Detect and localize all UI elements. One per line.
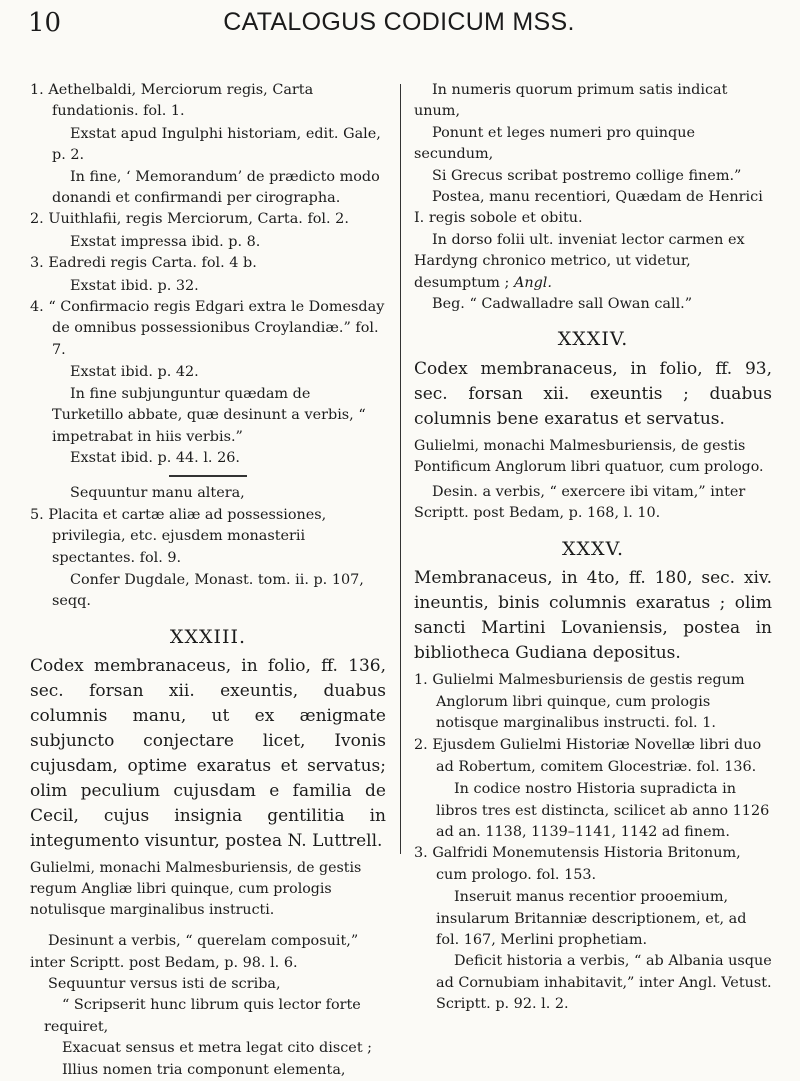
verse-line: Si Grecus scribat postremo collige finem.” [432, 167, 742, 184]
entry-note: Exstat ibid. p. 44. l. 26. [70, 449, 240, 466]
entry-r2 [414, 735, 772, 843]
entry-note: Exstat impressa ibid. p. 8. [70, 233, 261, 250]
entry-note: Inseruit manus recentior prooemium, insularum Britanniæ descriptionem, et, ad fol. 167, Merlini prophetiam. [436, 889, 747, 948]
verse-line: Exacuat sensus et metra legat cito discet ; [62, 1040, 373, 1057]
codex-note: Desinunt a verbis, “ querelam composuit,” inter Scriptt. post Bedam, p. 98. l. 6. [30, 933, 359, 971]
section-rule [169, 475, 247, 477]
entry-note: In fine, ‘ Memorandum’ de prædicto modo donandi et confirmandi per cirographa. [52, 168, 380, 207]
entry-1 [30, 80, 386, 209]
entry-note: Confer Dugdale, Monast. tom. ii. p. 107, seqq. [52, 571, 364, 610]
entry-note: Exstat ibid. p. 42. [70, 364, 199, 381]
codex-content: Gulielmi, monachi Malmesburiensis, de gestis regum Angliæ libri quinque, cum prologis notulisque marginalibus instructi. [30, 860, 362, 919]
entry-title: 3. Galfridi Monemutensis Historia Britonum, cum prologo. fol. 153. [414, 845, 741, 883]
verse-line: In numeris quorum primum satis indicat unum, [414, 82, 728, 120]
left-column [30, 80, 386, 1081]
column-divider [400, 84, 401, 854]
codex-note: Desin. a verbis, “ exercere ibi vitam,” inter Scriptt. post Bedam, p. 168, l. 10. [414, 483, 746, 522]
codex-description-34: Codex membranaceus, in folio, ff. 93, sec. forsan xii. exeuntis ; duabus columnis bene exaratus et servatus. [414, 358, 772, 429]
codex-heading-34: XXXIV. [557, 328, 629, 351]
entry-title: 2. Ejusdem Gulielmi Historiæ Novellæ libri duo ad Robertum, comitem Glocestriæ. fol. 136. [414, 737, 762, 775]
codex-note: Sequuntur versus isti de scriba, [48, 975, 281, 992]
entry-title: 2. Uuithlafii, regis Merciorum, Carta. fol. 2. [30, 211, 349, 228]
entry-title: 4. “ Confirmacio regis Edgari extra le Domesday de omnibus possessionibus Croylandiæ.” fol. 7. [30, 299, 385, 358]
entry-4 [30, 297, 386, 469]
codex-description-35: Membranaceus, in 4to, ff. 180, sec. xiv. ineuntis, binis columnis exaratus ; olim sancti Martini Lovaniensis, postea in bibliotheca Gudiana depositus. [414, 568, 772, 664]
page-title: CATALOGUS CODICUM MSS. [223, 8, 575, 36]
entry-title: 1. Gulielmi Malmesburiensis de gestis regum Anglorum libri quinque, cum prologis notisque marginalibus instructi. fol. 1. [414, 672, 745, 731]
codex-heading-35: XXXV. [561, 537, 625, 560]
codex-heading-33: XXXIII. [169, 625, 247, 648]
page-number: 10 [28, 8, 62, 38]
entry-note: Exstat apud Ingulphi historiam, edit. Gale, p. 2. [52, 125, 381, 164]
verse-line: Ponunt et leges numeri pro quinque secundum, [414, 124, 696, 163]
entry-r1 [414, 670, 772, 734]
entry-5 [30, 505, 386, 613]
entry-3 [30, 253, 386, 297]
entry-title: 5. Placita et cartæ aliæ ad possessiones, privilegia, etc. ejusdem monasterii spectantes. fol. 9. [30, 506, 327, 566]
entry-title: 3. Eadredi regis Carta. fol. 4 b. [30, 255, 257, 272]
entry-note: Exstat ibid. p. 32. [70, 277, 199, 294]
entry-note: In fine subjunguntur quædam de Turketillo abbate, quæ desinunt a verbis, “ impetrabat in hiis verbis.” [52, 385, 366, 445]
running-head [28, 6, 770, 44]
codex-note: Beg. “ Cadwalladre sall Owan call.” [432, 296, 693, 313]
verse-line: Illius nomen tria componunt elementa, [62, 1061, 346, 1078]
entry-note: Deficit historia a verbis, “ ab Albania usque ad Cornubiam inhabitavit,” inter Angl. Vetust. Scriptt. p. 92. l. 2. [436, 953, 772, 1013]
codex-note: In dorso folii ult. inveniat lector carmen ex Hardyng chronico metrico, ut videtur, desumptum ; Angl. [414, 231, 745, 291]
entry-2 [30, 209, 386, 253]
entry-note: In codice nostro Historia supradicta in libros tres est distincta, scilicet ab anno 1126 ad an. 1138, 1139–1141, 1142 ad finem. [436, 781, 770, 840]
entry-title: 1. Aethelbaldi, Merciorum regis, Carta fundationis. fol. 1. [30, 82, 314, 120]
entry-r3 [414, 843, 772, 1015]
verse-line: “ Scripserit hunc librum quis lector forte requiret, [44, 997, 361, 1035]
codex-description-33: Codex membranaceus, in folio, ff. 136, sec. forsan xii. exeuntis, duabus columnis manu, ut ex ænigmate subjuncto conjectare licet, Ivonis cujusdam, optime exaratus et servatus; olim peculium cujusdam e familia de Cecil, cujus insignia gentilitia in integumento visuntur, postea N. Luttrell. [30, 656, 386, 852]
codex-note: Postea, manu recentiori, Quædam de Henrici I. regis sobole et obitu. [414, 189, 763, 227]
sequuntur-note: Sequuntur manu altera, [70, 485, 245, 502]
codex-content: Gulielmi, monachi Malmesburiensis, de gestis Pontificum Anglorum libri quatuor, cum prologo. [414, 437, 764, 475]
right-column [414, 80, 772, 1016]
